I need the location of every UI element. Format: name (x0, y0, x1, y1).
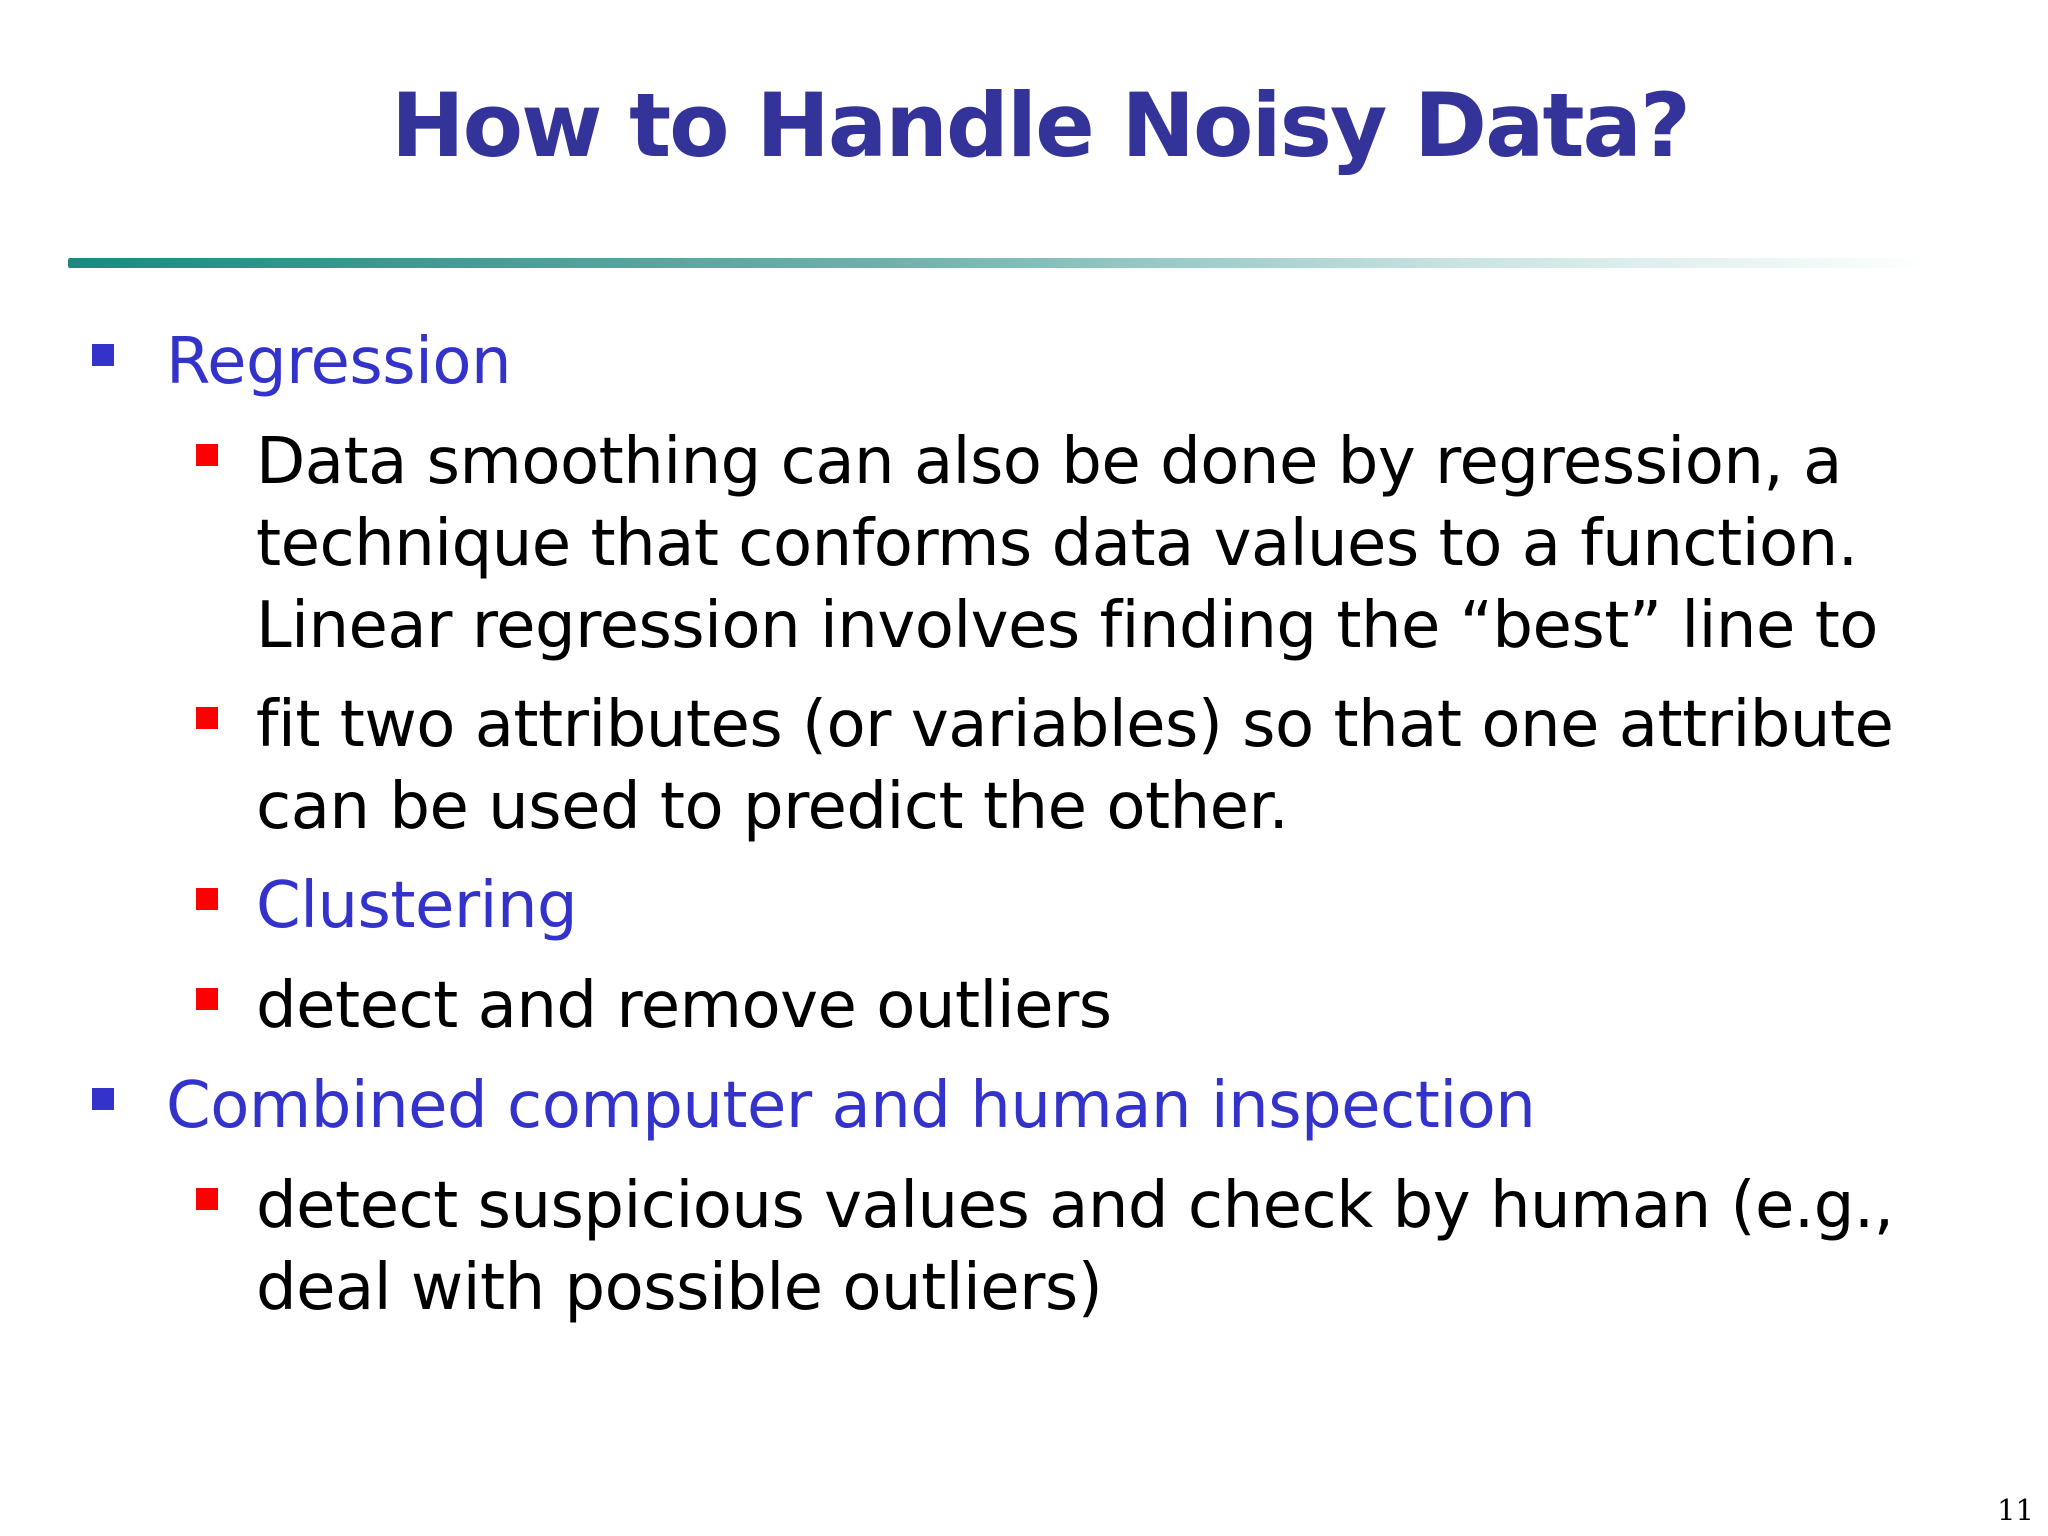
bullet-combined-inspection: Combined computer and human inspection (166, 1069, 1536, 1143)
sub-bullet-clustering: Clustering (256, 869, 578, 943)
bullet-regression: Regression (166, 325, 512, 399)
sub-bullet-square-icon (196, 988, 218, 1010)
sub-bullet-square-icon (196, 707, 218, 729)
page-number: 11 (1997, 1493, 2034, 1527)
sub-bullet-square-icon (196, 1188, 218, 1210)
sub-bullet-suspicious-line-2: deal with possible outliers) (256, 1251, 1103, 1325)
sub-bullet-square-icon (196, 444, 218, 466)
sub-bullet-fit-line-2: can be used to predict the other. (256, 770, 1289, 844)
sub-bullet-fit-line-1: fit two attributes (or variables) so that one attribute (256, 688, 1894, 762)
title-divider (68, 258, 1928, 268)
slide-title: How to Handle Noisy Data? (391, 74, 1689, 177)
sub-bullet-smoothing-line-2: technique that conforms data values to a function. (256, 507, 1858, 581)
sub-bullet-square-icon (196, 888, 218, 910)
bullet-square-icon (92, 1088, 114, 1110)
sub-bullet-smoothing-line-1: Data smoothing can also be done by regression, a (256, 425, 1842, 499)
sub-bullet-detect-remove: detect and remove outliers (256, 969, 1112, 1043)
sub-bullet-smoothing-line-3: Linear regression involves finding the “best” line to (256, 589, 1878, 663)
bullet-square-icon (92, 344, 114, 366)
sub-bullet-suspicious-line-1: detect suspicious values and check by human (e.g., (256, 1169, 1894, 1243)
